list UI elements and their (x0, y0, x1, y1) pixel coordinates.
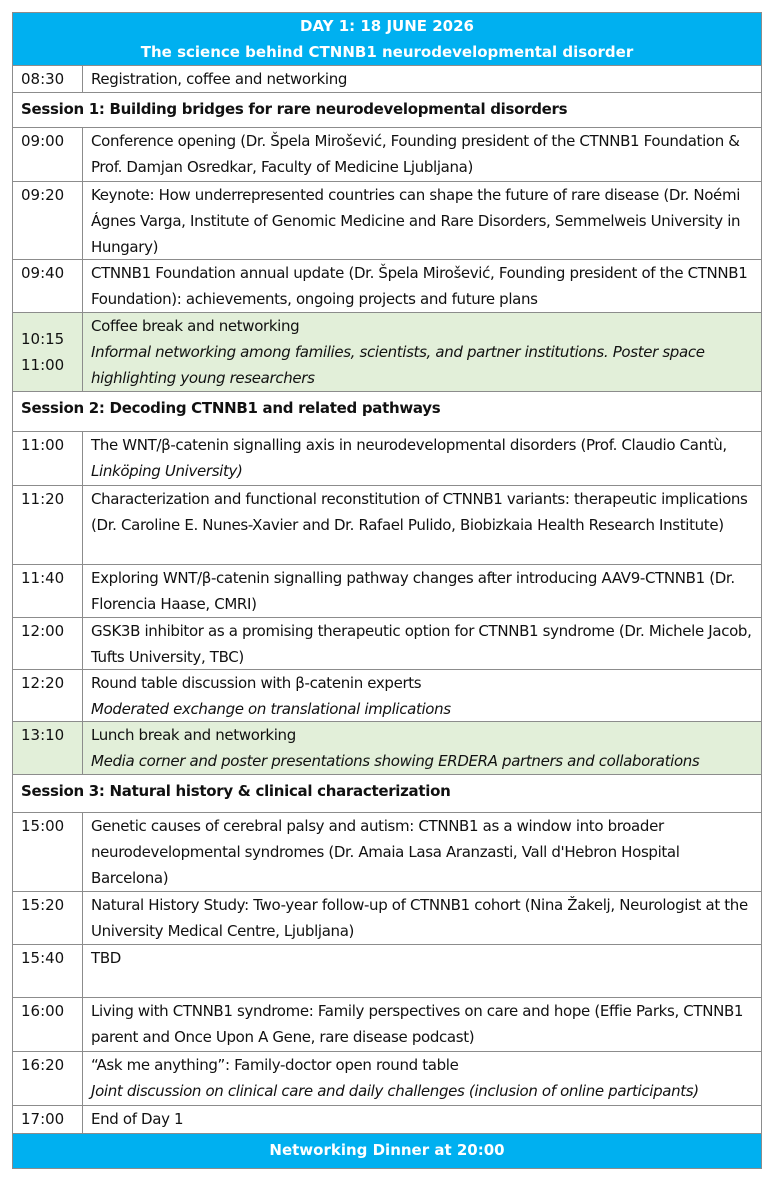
time: 10:15 (21, 330, 65, 348)
session-title: Session 1: Building bridges for rare neurodevelopmental disorders (21, 100, 568, 118)
time-cell (13, 670, 83, 721)
session-title: Session 2: Decoding CTNNB1 and related pathways (21, 399, 441, 417)
time: 12:00 (21, 622, 65, 640)
time-cell (13, 66, 83, 92)
day-title: DAY 1: 18 JUNE 2026 (300, 17, 474, 35)
description-cell (83, 128, 761, 181)
description-cell (83, 182, 761, 259)
time: 15:40 (21, 949, 65, 967)
footer-dinner: Networking Dinner at 20:00 (13, 1133, 761, 1168)
agenda-row (13, 617, 761, 669)
time: 13:10 (21, 726, 65, 744)
time: 09:00 (21, 132, 65, 150)
talk-title: Natural History Study: Two-year follow-up of CTNNB1 cohort (Nina Žakelj, Neurologist at the University Medical Centre, Ljubljana) (91, 896, 748, 940)
time-cell (13, 892, 83, 944)
description-cell (83, 813, 761, 891)
talk-title: CTNNB1 Foundation annual update (Dr. Špela Mirošević, Founding president of the CTNNB1 Foundation): achievements, ongoing projects and future plans (91, 264, 748, 308)
agenda-row (13, 312, 761, 391)
time-cell (13, 998, 83, 1051)
session-title: Session 3: Natural history & clinical characterization (21, 782, 451, 800)
time-cell (13, 182, 83, 259)
talk-title: Lunch break and networking (91, 726, 296, 744)
agenda-row (13, 997, 761, 1051)
talk-title: End of Day 1 (91, 1110, 184, 1128)
description-cell (83, 618, 761, 669)
session-note: Moderated exchange on translational implications (91, 700, 451, 718)
day-subtitle: The science behind CTNNB1 neurodevelopmental disorder (140, 43, 634, 61)
talk-title: Genetic causes of cerebral palsy and autism: CTNNB1 as a window into broader neurodevelopmental syndromes (Dr. Amaia Lasa Aranzasti, Vall d'Hebron Hospital Barcelona) (91, 817, 680, 887)
agenda-row (13, 721, 761, 774)
description-cell (83, 998, 761, 1051)
description-cell (83, 66, 761, 92)
description-cell (83, 722, 761, 774)
time-cell (13, 813, 83, 891)
time-cell (13, 1052, 83, 1105)
talk-title: Coffee break and networking (91, 317, 300, 335)
session-note: Informal networking among families, scientists, and partner institutions. Poster space highlighting young researchers (91, 343, 705, 387)
talk-title: Living with CTNNB1 syndrome: Family perspectives on care and hope (Effie Parks, CTNNB1 parent and Once Upon A Gene, rare disease podcast) (91, 1002, 744, 1046)
description-cell (83, 892, 761, 944)
agenda-row (13, 181, 761, 259)
agenda-row (13, 1105, 761, 1133)
time-cell (13, 945, 83, 997)
session-header (13, 92, 761, 127)
day-header (13, 13, 761, 65)
agenda-table (12, 12, 762, 1169)
agenda-row (13, 65, 761, 92)
description-cell (83, 1052, 761, 1105)
talk-title: Round table discussion with β-catenin experts (91, 674, 422, 692)
time-cell (13, 722, 83, 774)
session-note: Media corner and poster presentations showing ERDERA partners and collaborations (91, 752, 700, 770)
time: 12:20 (21, 674, 65, 692)
agenda-row (13, 431, 761, 485)
time-cell (13, 618, 83, 669)
time-cell (13, 1106, 83, 1133)
time-cell (13, 313, 83, 391)
session-header (13, 774, 761, 812)
time-cell (13, 486, 83, 564)
description-cell (83, 486, 761, 564)
description-cell (83, 670, 761, 721)
description-cell (83, 432, 761, 485)
agenda-row (13, 944, 761, 997)
talk-title: GSK3B inhibitor as a promising therapeutic option for CTNNB1 syndrome (Dr. Michele Jacob, Tufts University, TBC) (91, 622, 752, 666)
time: 08:30 (21, 70, 65, 88)
agenda-row (13, 485, 761, 564)
talk-title: Conference opening (Dr. Špela Mirošević, Founding president of the CTNNB1 Foundation & Prof. Damjan Osredkar, Faculty of Medicine Ljubljana) (91, 132, 740, 176)
agenda-row (13, 259, 761, 312)
description-cell (83, 945, 761, 997)
description-cell (83, 260, 761, 312)
time-cell (13, 128, 83, 181)
session-note: Joint discussion on clinical care and daily challenges (inclusion of online participants) (91, 1082, 699, 1100)
talk-title: Exploring WNT/β-catenin signalling pathway changes after introducing AAV9-CTNNB1 (Dr. Florencia Haase, CMRI) (91, 569, 735, 613)
end-time: 11:00 (21, 356, 65, 374)
time-cell (13, 565, 83, 617)
talk-title: “Ask me anything”: Family-doctor open round table (91, 1056, 459, 1074)
agenda-row (13, 127, 761, 181)
time: 15:20 (21, 896, 65, 914)
talk-title: Keynote: How underrepresented countries can shape the future of rare disease (Dr. Noémi Ágnes Varga, Institute of Genomic Medicine and Rare Disorders, Semmelweis University in Hungary) (91, 186, 741, 256)
time: 15:00 (21, 817, 65, 835)
time: 11:00 (21, 436, 65, 454)
agenda-row (13, 891, 761, 944)
description-cell (83, 1106, 761, 1133)
session-header (13, 391, 761, 431)
time: 11:40 (21, 569, 65, 587)
talk-title: TBD (91, 949, 121, 967)
talk-title: Registration, coffee and networking (91, 70, 348, 88)
agenda-row (13, 669, 761, 721)
affiliation: Linköping University) (91, 462, 243, 480)
time-cell (13, 432, 83, 485)
agenda-row (13, 812, 761, 891)
time: 16:00 (21, 1002, 65, 1020)
time: 16:20 (21, 1056, 65, 1074)
talk-title: Characterization and functional reconstitution of CTNNB1 variants: therapeutic implications (Dr. Caroline E. Nunes-Xavier and Dr. Rafael Pulido, Biobizkaia Health Research Institute) (91, 490, 748, 534)
agenda-row (13, 1051, 761, 1105)
description-cell (83, 565, 761, 617)
time: 17:00 (21, 1110, 65, 1128)
agenda-row (13, 564, 761, 617)
talk-title: The WNT/β-catenin signalling axis in neurodevelopmental disorders (Prof. Claudio Cantù, (91, 436, 727, 454)
time: 09:40 (21, 264, 65, 282)
time: 11:20 (21, 490, 65, 508)
time-cell (13, 260, 83, 312)
description-cell (83, 313, 761, 391)
time: 09:20 (21, 186, 65, 204)
